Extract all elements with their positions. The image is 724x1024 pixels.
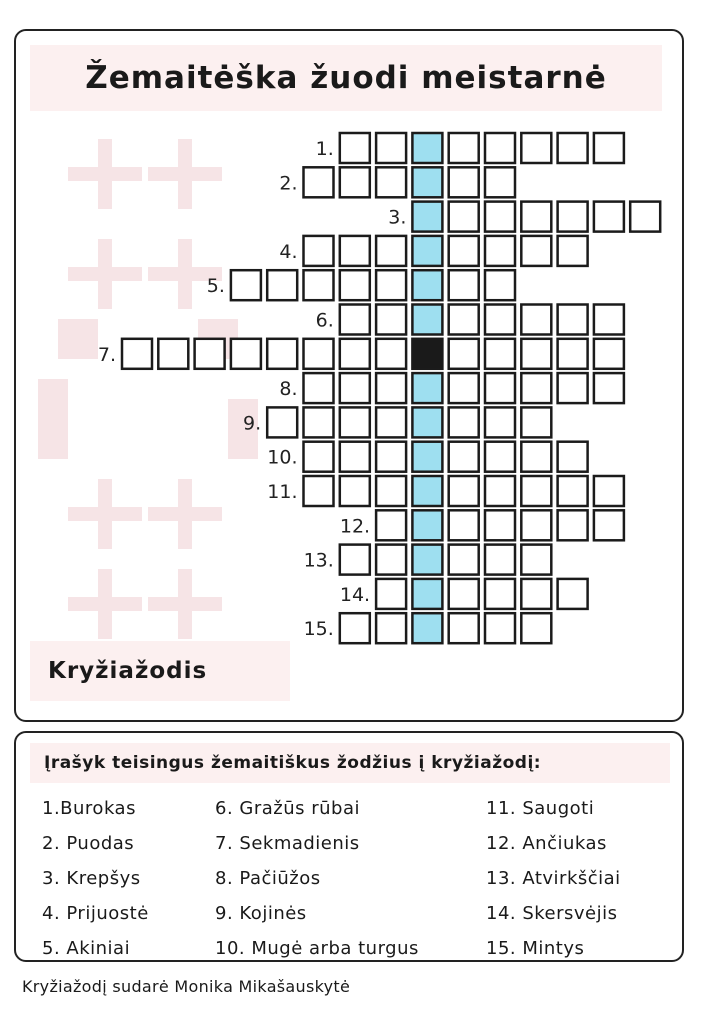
crossword-cell[interactable] — [304, 167, 334, 197]
crossword-cell[interactable] — [594, 373, 624, 403]
crossword-key-cell[interactable] — [412, 236, 442, 266]
crossword-cell[interactable] — [521, 545, 551, 575]
crossword-key-cell[interactable] — [412, 407, 442, 437]
crossword-cell[interactable] — [304, 476, 334, 506]
crossword-cell[interactable] — [594, 510, 624, 540]
crossword-cell[interactable] — [376, 373, 406, 403]
clue-item: 12. Ančiukas — [486, 833, 607, 854]
crossword-cell[interactable] — [449, 476, 479, 506]
clue-item: 8. Pačiūžos — [215, 868, 321, 889]
crossword-subtitle: Kryžiažodis — [48, 658, 208, 684]
crossword-cell[interactable] — [304, 407, 334, 437]
author-credit: Kryžiažodį sudarė Monika Mikašauskytė — [22, 977, 351, 996]
crossword-cell[interactable] — [267, 407, 297, 437]
crossword-cell[interactable] — [449, 236, 479, 266]
crossword-cell[interactable] — [449, 545, 479, 575]
crossword-key-cell[interactable] — [412, 167, 442, 197]
crossword-cell[interactable] — [485, 339, 515, 369]
crossword-cell[interactable] — [449, 579, 479, 609]
crossword-grid — [16, 31, 684, 722]
crossword-cell[interactable] — [340, 167, 370, 197]
crossword-cell[interactable] — [594, 202, 624, 232]
crossword-cell[interactable] — [304, 270, 334, 300]
crossword-cell[interactable] — [231, 270, 261, 300]
clue-item: 6. Gražūs rūbai — [215, 798, 360, 819]
clues-card — [14, 731, 684, 962]
crossword-cell[interactable] — [376, 236, 406, 266]
clue-column-2 — [215, 791, 419, 966]
crossword-key-cell[interactable] — [412, 133, 442, 163]
clue-item: 14. Skersvėjis — [486, 903, 618, 924]
crossword-cell[interactable] — [485, 133, 515, 163]
crossword-cell[interactable] — [558, 339, 588, 369]
crossword-cell[interactable] — [449, 167, 479, 197]
crossword-cell[interactable] — [158, 339, 188, 369]
crossword-cell[interactable] — [485, 510, 515, 540]
crossword-cell[interactable] — [340, 407, 370, 437]
crossword-key-cell[interactable] — [412, 613, 442, 643]
clue-item: 3. Krepšys — [42, 868, 141, 889]
crossword-cell[interactable] — [521, 202, 551, 232]
crossword-cell[interactable] — [485, 613, 515, 643]
crossword-cell[interactable] — [449, 613, 479, 643]
crossword-cell[interactable] — [376, 133, 406, 163]
crossword-cell[interactable] — [521, 510, 551, 540]
crossword-cell[interactable] — [521, 442, 551, 472]
row-number-label: 10. — [267, 446, 298, 469]
crossword-cell[interactable] — [521, 339, 551, 369]
crossword-cell[interactable] — [558, 510, 588, 540]
clue-column-1 — [42, 791, 149, 966]
clue-item: 15. Mintys — [486, 938, 585, 959]
crossword-cell[interactable] — [558, 373, 588, 403]
crossword-cell[interactable] — [376, 613, 406, 643]
crossword-cell[interactable] — [449, 270, 479, 300]
crossword-cell[interactable] — [558, 202, 588, 232]
crossword-cell[interactable] — [304, 442, 334, 472]
crossword-cell[interactable] — [521, 476, 551, 506]
crossword-cell[interactable] — [449, 373, 479, 403]
row-number-label: 9. — [243, 412, 262, 435]
crossword-cell[interactable] — [521, 407, 551, 437]
clue-column-3 — [486, 791, 621, 966]
clue-item: 2. Puodas — [42, 833, 135, 854]
crossword-card — [14, 29, 684, 722]
crossword-cell[interactable] — [449, 339, 479, 369]
crossword-cell[interactable] — [558, 579, 588, 609]
crossword-cell[interactable] — [558, 133, 588, 163]
crossword-cell[interactable] — [340, 545, 370, 575]
crossword-cell[interactable] — [558, 236, 588, 266]
row-number-label: 1. — [315, 138, 334, 160]
crossword-cell[interactable] — [449, 442, 479, 472]
row-number-label: 2. — [279, 172, 298, 195]
crossword-key-cell[interactable] — [412, 202, 442, 232]
crossword-cell[interactable] — [340, 373, 370, 403]
crossword-cell[interactable] — [485, 236, 515, 266]
crossword-key-cell[interactable] — [412, 339, 442, 369]
crossword-cell[interactable] — [304, 373, 334, 403]
crossword-cell[interactable] — [485, 579, 515, 609]
clue-item: 13. Atvirkščiai — [486, 868, 621, 889]
crossword-cell[interactable] — [594, 305, 624, 335]
crossword-cell[interactable] — [521, 613, 551, 643]
clue-item: 1.Burokas — [42, 798, 136, 819]
crossword-cell[interactable] — [521, 236, 551, 266]
crossword-cell[interactable] — [267, 270, 297, 300]
crossword-key-cell[interactable] — [412, 476, 442, 506]
crossword-cell[interactable] — [449, 407, 479, 437]
row-number-label: 11. — [267, 481, 298, 503]
crossword-cell[interactable] — [521, 373, 551, 403]
clue-item: 4. Prijuostė — [42, 903, 149, 924]
crossword-cell[interactable] — [485, 407, 515, 437]
crossword-cell[interactable] — [485, 442, 515, 472]
crossword-key-cell[interactable] — [412, 579, 442, 609]
page-title: Žemaitėška žuodi meistarnė — [85, 60, 607, 96]
crossword-cell[interactable] — [304, 236, 334, 266]
crossword-cell[interactable] — [449, 510, 479, 540]
crossword-cell[interactable] — [376, 270, 406, 300]
crossword-cell[interactable] — [195, 339, 225, 369]
row-number-label: 8. — [279, 378, 298, 401]
crossword-cell[interactable] — [630, 202, 660, 232]
row-number-label: 4. — [279, 240, 298, 263]
crossword-key-cell[interactable] — [412, 373, 442, 403]
crossword-cell[interactable] — [558, 476, 588, 506]
crossword-cell[interactable] — [449, 202, 479, 232]
crossword-cell[interactable] — [304, 339, 334, 369]
crossword-cell[interactable] — [485, 476, 515, 506]
crossword-cell[interactable] — [485, 167, 515, 197]
instruction-text: Įrašyk teisingus žemaitiškus žodžius į kryžiažodį: — [44, 753, 542, 773]
clue-item: 5. Akiniai — [42, 938, 131, 959]
crossword-key-cell[interactable] — [412, 305, 442, 335]
crossword-cell[interactable] — [594, 133, 624, 163]
crossword-cell[interactable] — [340, 236, 370, 266]
crossword-key-cell[interactable] — [412, 442, 442, 472]
crossword-cell[interactable] — [376, 545, 406, 575]
crossword-cell[interactable] — [340, 476, 370, 506]
crossword-cell[interactable] — [340, 133, 370, 163]
row-number-label: 6. — [315, 309, 334, 332]
crossword-cell[interactable] — [558, 305, 588, 335]
crossword-cell[interactable] — [122, 339, 152, 369]
crossword-cell[interactable] — [521, 305, 551, 335]
crossword-cell[interactable] — [376, 167, 406, 197]
crossword-cell[interactable] — [594, 476, 624, 506]
crossword-cell[interactable] — [376, 442, 406, 472]
crossword-cell[interactable] — [340, 270, 370, 300]
crossword-cell[interactable] — [558, 442, 588, 472]
crossword-cell[interactable] — [231, 339, 261, 369]
crossword-cell[interactable] — [340, 442, 370, 472]
crossword-cell[interactable] — [376, 510, 406, 540]
crossword-cell[interactable] — [594, 339, 624, 369]
row-number-label: 12. — [339, 515, 371, 538]
crossword-cell[interactable] — [376, 579, 406, 609]
row-number-label: 7. — [97, 343, 116, 366]
crossword-cell[interactable] — [376, 476, 406, 506]
crossword-cell[interactable] — [376, 407, 406, 437]
clue-item: 7. Sekmadienis — [215, 833, 360, 854]
row-number-label: 3. — [388, 206, 407, 229]
row-number-label: 13. — [303, 549, 334, 572]
crossword-cell[interactable] — [340, 305, 370, 335]
crossword-cell[interactable] — [485, 270, 515, 300]
crossword-key-cell[interactable] — [412, 510, 442, 540]
row-number-label: 14. — [339, 583, 371, 606]
clue-item: 11. Saugoti — [486, 798, 595, 819]
crossword-cell[interactable] — [485, 545, 515, 575]
clue-item: 10. Mugė arba turgus — [215, 938, 419, 959]
crossword-cell[interactable] — [521, 133, 551, 163]
crossword-cell[interactable] — [340, 339, 370, 369]
row-number-label: 5. — [206, 275, 225, 298]
clue-item: 9. Kojinės — [215, 903, 307, 924]
crossword-cell[interactable] — [340, 613, 370, 643]
crossword-cell[interactable] — [485, 202, 515, 232]
crossword-cell[interactable] — [521, 579, 551, 609]
crossword-cell[interactable] — [376, 305, 406, 335]
crossword-cell[interactable] — [485, 373, 515, 403]
crossword-key-cell[interactable] — [412, 270, 442, 300]
crossword-key-cell[interactable] — [412, 545, 442, 575]
row-number-label: 15. — [303, 618, 334, 641]
crossword-cell[interactable] — [449, 305, 479, 335]
crossword-cell[interactable] — [449, 133, 479, 163]
crossword-cell[interactable] — [267, 339, 297, 369]
crossword-cell[interactable] — [376, 339, 406, 369]
crossword-cell[interactable] — [485, 305, 515, 335]
